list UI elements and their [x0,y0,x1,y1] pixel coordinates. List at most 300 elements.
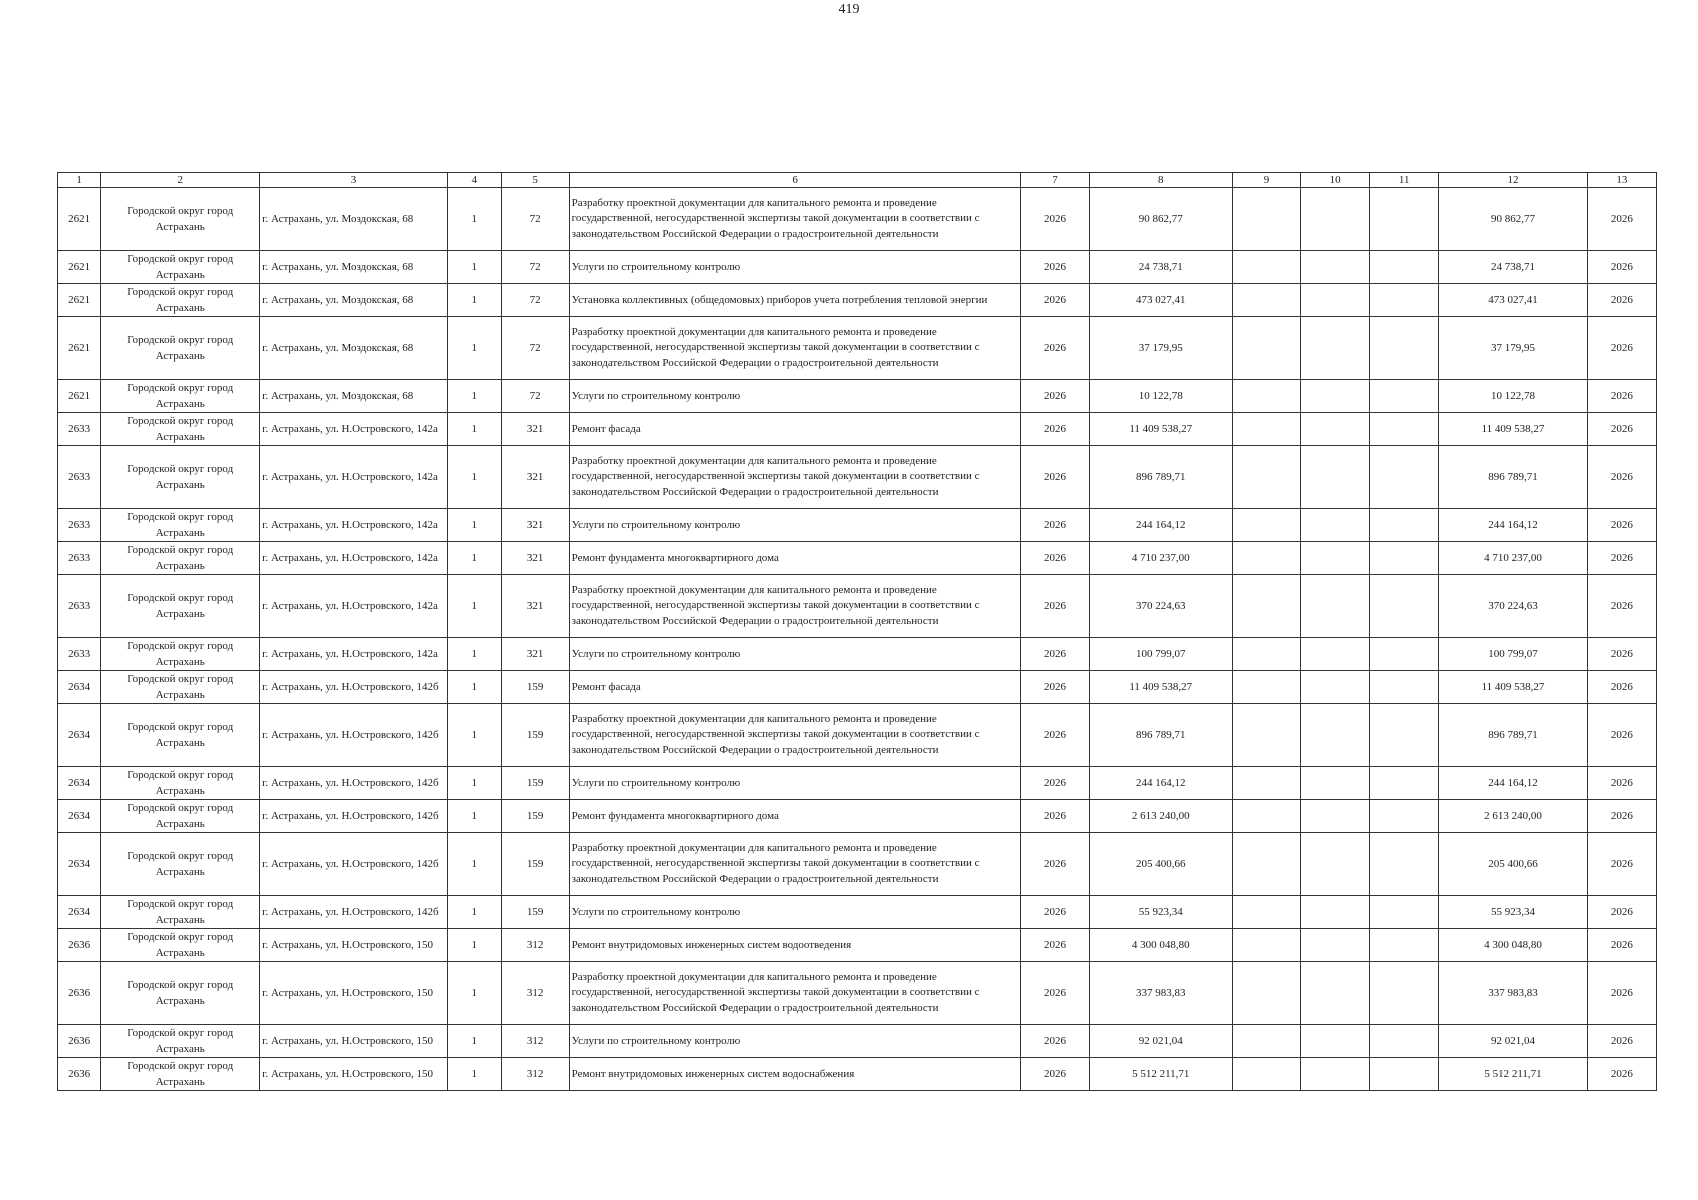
fund-cost-cell: 2 613 240,00 [1439,800,1588,833]
work-type-cell: Разработку проектной документации для капитального ремонта и проведение государственной, негосударственной экспертизы такой документации в соответствии с законодательством Российской Федерации о градостроительной деятельности [569,575,1021,638]
completion-year-cell: 2026 [1587,446,1656,509]
col9-cell [1232,1058,1300,1091]
col4-cell: 1 [447,446,501,509]
col4-cell: 1 [447,1058,501,1091]
cost-cell: 55 923,34 [1089,896,1232,929]
table-row [58,1025,1657,1058]
municipality-cell: Городской округ город Астрахань [101,251,260,284]
table-row [58,542,1657,575]
fund-cost-cell: 896 789,71 [1439,704,1588,767]
col5-cell: 312 [501,929,569,962]
column-number-row [58,173,1657,188]
fund-cost-cell: 10 122,78 [1439,380,1588,413]
municipality-cell: Городской округ город Астрахань [101,929,260,962]
col10-cell [1301,575,1370,638]
table-row [58,1058,1657,1091]
col5-cell: 159 [501,767,569,800]
address-cell: г. Астрахань, ул. Н.Островского, 150 [260,962,448,1025]
work-type-cell: Ремонт фасада [569,671,1021,704]
column-header: 3 [260,173,448,188]
column-header: 10 [1301,173,1370,188]
col10-cell [1301,1025,1370,1058]
municipality-cell: Городской округ город Астрахань [101,380,260,413]
row-number-cell: 2633 [58,638,101,671]
work-type-cell: Ремонт внутридомовых инженерных систем водоотведения [569,929,1021,962]
year-cell: 2026 [1021,575,1089,638]
row-number-cell: 2633 [58,509,101,542]
col9-cell [1232,962,1300,1025]
row-number-cell: 2621 [58,284,101,317]
completion-year-cell: 2026 [1587,671,1656,704]
address-cell: г. Астрахань, ул. Н.Островского, 142б [260,671,448,704]
col11-cell [1370,188,1439,251]
col10-cell [1301,671,1370,704]
address-cell: г. Астрахань, ул. Н.Островского, 142б [260,896,448,929]
fund-cost-cell: 90 862,77 [1439,188,1588,251]
cost-cell: 244 164,12 [1089,509,1232,542]
col11-cell [1370,1058,1439,1091]
year-cell: 2026 [1021,800,1089,833]
table-row [58,929,1657,962]
col9-cell [1232,413,1300,446]
table-row [58,413,1657,446]
col10-cell [1301,638,1370,671]
row-number-cell: 2621 [58,188,101,251]
col4-cell: 1 [447,638,501,671]
completion-year-cell: 2026 [1587,833,1656,896]
col9-cell [1232,929,1300,962]
cost-cell: 5 512 211,71 [1089,1058,1232,1091]
municipality-cell: Городской округ город Астрахань [101,542,260,575]
row-number-cell: 2636 [58,929,101,962]
municipality-cell: Городской округ город Астрахань [101,962,260,1025]
cost-cell: 337 983,83 [1089,962,1232,1025]
address-cell: г. Астрахань, ул. Моздокская, 68 [260,188,448,251]
row-number-cell: 2634 [58,671,101,704]
col11-cell [1370,380,1439,413]
col10-cell [1301,962,1370,1025]
year-cell: 2026 [1021,767,1089,800]
row-number-cell: 2636 [58,1025,101,1058]
col9-cell [1232,446,1300,509]
municipality-cell: Городской округ город Астрахань [101,509,260,542]
cost-cell: 4 300 048,80 [1089,929,1232,962]
fund-cost-cell: 11 409 538,27 [1439,671,1588,704]
col11-cell [1370,704,1439,767]
work-type-cell: Ремонт внутридомовых инженерных систем водоснабжения [569,1058,1021,1091]
col4-cell: 1 [447,800,501,833]
column-header: 4 [447,173,501,188]
col11-cell [1370,542,1439,575]
address-cell: г. Астрахань, ул. Моздокская, 68 [260,284,448,317]
municipality-cell: Городской округ город Астрахань [101,575,260,638]
year-cell: 2026 [1021,704,1089,767]
row-number-cell: 2633 [58,575,101,638]
address-cell: г. Астрахань, ул. Н.Островского, 142а [260,575,448,638]
page-number: 419 [838,2,860,17]
col11-cell [1370,896,1439,929]
col4-cell: 1 [447,962,501,1025]
table-row [58,188,1657,251]
col9-cell [1232,542,1300,575]
year-cell: 2026 [1021,509,1089,542]
column-header: 8 [1089,173,1232,188]
row-number-cell: 2636 [58,1058,101,1091]
address-cell: г. Астрахань, ул. Н.Островского, 142б [260,833,448,896]
col9-cell [1232,638,1300,671]
cost-cell: 100 799,07 [1089,638,1232,671]
table-row [58,509,1657,542]
year-cell: 2026 [1021,413,1089,446]
fund-cost-cell: 37 179,95 [1439,317,1588,380]
col5-cell: 312 [501,1058,569,1091]
col11-cell [1370,413,1439,446]
completion-year-cell: 2026 [1587,1025,1656,1058]
column-header: 5 [501,173,569,188]
row-number-cell: 2634 [58,800,101,833]
col10-cell [1301,1058,1370,1091]
year-cell: 2026 [1021,317,1089,380]
col5-cell: 312 [501,1025,569,1058]
cost-cell: 205 400,66 [1089,833,1232,896]
col10-cell [1301,380,1370,413]
col10-cell [1301,800,1370,833]
col11-cell [1370,1025,1439,1058]
col11-cell [1370,767,1439,800]
col4-cell: 1 [447,188,501,251]
work-type-cell: Ремонт фундамента многоквартирного дома [569,800,1021,833]
col4-cell: 1 [447,704,501,767]
col5-cell: 159 [501,671,569,704]
completion-year-cell: 2026 [1587,638,1656,671]
completion-year-cell: 2026 [1587,962,1656,1025]
col9-cell [1232,896,1300,929]
col4-cell: 1 [447,317,501,380]
col10-cell [1301,317,1370,380]
col10-cell [1301,833,1370,896]
address-cell: г. Астрахань, ул. Н.Островского, 142а [260,413,448,446]
fund-cost-cell: 4 300 048,80 [1439,929,1588,962]
col4-cell: 1 [447,413,501,446]
municipality-cell: Городской округ город Астрахань [101,704,260,767]
column-header: 2 [101,173,260,188]
col4-cell: 1 [447,896,501,929]
municipality-cell: Городской округ город Астрахань [101,317,260,380]
work-type-cell: Услуги по строительному контролю [569,638,1021,671]
address-cell: г. Астрахань, ул. Н.Островского, 150 [260,929,448,962]
col11-cell [1370,317,1439,380]
fund-cost-cell: 24 738,71 [1439,251,1588,284]
table-row [58,962,1657,1025]
address-cell: г. Астрахань, ул. Моздокская, 68 [260,380,448,413]
cost-cell: 24 738,71 [1089,251,1232,284]
address-cell: г. Астрахань, ул. Н.Островского, 142б [260,767,448,800]
fund-cost-cell: 205 400,66 [1439,833,1588,896]
col11-cell [1370,251,1439,284]
fund-cost-cell: 244 164,12 [1439,509,1588,542]
work-type-cell: Разработку проектной документации для капитального ремонта и проведение государственной, негосударственной экспертизы такой документации в соответствии с законодательством Российской Федерации о градостроительной деятельности [569,704,1021,767]
col5-cell: 72 [501,284,569,317]
cost-cell: 11 409 538,27 [1089,671,1232,704]
col9-cell [1232,575,1300,638]
municipality-cell: Городской округ город Астрахань [101,284,260,317]
table-row [58,284,1657,317]
column-header: 7 [1021,173,1089,188]
col9-cell [1232,188,1300,251]
municipality-cell: Городской округ город Астрахань [101,1025,260,1058]
cost-cell: 2 613 240,00 [1089,800,1232,833]
col5-cell: 321 [501,413,569,446]
year-cell: 2026 [1021,833,1089,896]
col11-cell [1370,509,1439,542]
municipality-cell: Городской округ город Астрахань [101,188,260,251]
cost-cell: 92 021,04 [1089,1025,1232,1058]
col5-cell: 72 [501,251,569,284]
address-cell: г. Астрахань, ул. Н.Островского, 142б [260,800,448,833]
address-cell: г. Астрахань, ул. Н.Островского, 150 [260,1025,448,1058]
register-body [58,188,1657,1091]
col5-cell: 321 [501,509,569,542]
column-header: 12 [1439,173,1588,188]
year-cell: 2026 [1021,542,1089,575]
col9-cell [1232,284,1300,317]
completion-year-cell: 2026 [1587,575,1656,638]
row-number-cell: 2633 [58,446,101,509]
municipality-cell: Городской округ город Астрахань [101,833,260,896]
completion-year-cell: 2026 [1587,317,1656,380]
work-type-cell: Разработку проектной документации для капитального ремонта и проведение государственной, негосударственной экспертизы такой документации в соответствии с законодательством Российской Федерации о градостроительной деятельности [569,188,1021,251]
fund-cost-cell: 100 799,07 [1439,638,1588,671]
table-row [58,251,1657,284]
fund-cost-cell: 473 027,41 [1439,284,1588,317]
year-cell: 2026 [1021,188,1089,251]
table-row [58,317,1657,380]
row-number-cell: 2636 [58,962,101,1025]
fund-cost-cell: 55 923,34 [1439,896,1588,929]
completion-year-cell: 2026 [1587,896,1656,929]
col5-cell: 72 [501,188,569,251]
completion-year-cell: 2026 [1587,767,1656,800]
register-table [57,172,1657,1091]
municipality-cell: Городской округ город Астрахань [101,638,260,671]
work-type-cell: Услуги по строительному контролю [569,767,1021,800]
year-cell: 2026 [1021,284,1089,317]
address-cell: г. Астрахань, ул. Н.Островского, 142а [260,446,448,509]
cost-cell: 90 862,77 [1089,188,1232,251]
column-header: 9 [1232,173,1300,188]
col4-cell: 1 [447,542,501,575]
work-type-cell: Услуги по строительному контролю [569,1025,1021,1058]
col10-cell [1301,896,1370,929]
work-type-cell: Ремонт фасада [569,413,1021,446]
cost-cell: 370 224,63 [1089,575,1232,638]
col5-cell: 321 [501,575,569,638]
column-header: 13 [1587,173,1656,188]
municipality-cell: Городской округ город Астрахань [101,896,260,929]
cost-cell: 37 179,95 [1089,317,1232,380]
row-number-cell: 2633 [58,413,101,446]
col5-cell: 159 [501,833,569,896]
col9-cell [1232,833,1300,896]
col4-cell: 1 [447,284,501,317]
row-number-cell: 2633 [58,542,101,575]
fund-cost-cell: 244 164,12 [1439,767,1588,800]
cost-cell: 10 122,78 [1089,380,1232,413]
col5-cell: 72 [501,317,569,380]
row-number-cell: 2634 [58,896,101,929]
work-type-cell: Установка коллективных (общедомовых) приборов учета потребления тепловой энергии [569,284,1021,317]
address-cell: г. Астрахань, ул. Н.Островского, 142а [260,509,448,542]
col4-cell: 1 [447,929,501,962]
col9-cell [1232,704,1300,767]
year-cell: 2026 [1021,929,1089,962]
work-type-cell: Разработку проектной документации для капитального ремонта и проведение государственной, негосударственной экспертизы такой документации в соответствии с законодательством Российской Федерации о градостроительной деятельности [569,446,1021,509]
col9-cell [1232,800,1300,833]
row-number-cell: 2621 [58,251,101,284]
col10-cell [1301,251,1370,284]
column-header: 11 [1370,173,1439,188]
row-number-cell: 2634 [58,833,101,896]
col4-cell: 1 [447,833,501,896]
col10-cell [1301,929,1370,962]
col10-cell [1301,446,1370,509]
address-cell: г. Астрахань, ул. Н.Островского, 150 [260,1058,448,1091]
work-type-cell: Услуги по строительному контролю [569,509,1021,542]
row-number-cell: 2634 [58,704,101,767]
col4-cell: 1 [447,1025,501,1058]
year-cell: 2026 [1021,638,1089,671]
col4-cell: 1 [447,671,501,704]
completion-year-cell: 2026 [1587,800,1656,833]
table-row [58,896,1657,929]
col9-cell [1232,380,1300,413]
fund-cost-cell: 11 409 538,27 [1439,413,1588,446]
table-row [58,833,1657,896]
col11-cell [1370,638,1439,671]
completion-year-cell: 2026 [1587,509,1656,542]
table-row [58,380,1657,413]
col9-cell [1232,251,1300,284]
col10-cell [1301,704,1370,767]
col5-cell: 159 [501,896,569,929]
municipality-cell: Городской округ город Астрахань [101,446,260,509]
completion-year-cell: 2026 [1587,704,1656,767]
col11-cell [1370,671,1439,704]
col11-cell [1370,284,1439,317]
completion-year-cell: 2026 [1587,413,1656,446]
year-cell: 2026 [1021,1058,1089,1091]
col4-cell: 1 [447,380,501,413]
col5-cell: 321 [501,446,569,509]
col9-cell [1232,767,1300,800]
row-number-cell: 2621 [58,317,101,380]
municipality-cell: Городской округ город Астрахань [101,767,260,800]
address-cell: г. Астрахань, ул. Н.Островского, 142б [260,704,448,767]
column-header: 6 [569,173,1021,188]
table-row [58,575,1657,638]
completion-year-cell: 2026 [1587,1058,1656,1091]
col10-cell [1301,284,1370,317]
municipality-cell: Городской округ город Астрахань [101,800,260,833]
fund-cost-cell: 4 710 237,00 [1439,542,1588,575]
address-cell: г. Астрахань, ул. Моздокская, 68 [260,251,448,284]
completion-year-cell: 2026 [1587,542,1656,575]
fund-cost-cell: 5 512 211,71 [1439,1058,1588,1091]
municipality-cell: Городской округ город Астрахань [101,413,260,446]
col5-cell: 159 [501,800,569,833]
col9-cell [1232,509,1300,542]
col10-cell [1301,413,1370,446]
year-cell: 2026 [1021,671,1089,704]
work-type-cell: Разработку проектной документации для капитального ремонта и проведение государственной, негосударственной экспертизы такой документации в соответствии с законодательством Российской Федерации о градостроительной деятельности [569,962,1021,1025]
address-cell: г. Астрахань, ул. Моздокская, 68 [260,317,448,380]
col10-cell [1301,188,1370,251]
completion-year-cell: 2026 [1587,929,1656,962]
row-number-cell: 2621 [58,380,101,413]
municipality-cell: Городской округ город Астрахань [101,671,260,704]
cost-cell: 896 789,71 [1089,704,1232,767]
col11-cell [1370,929,1439,962]
col5-cell: 72 [501,380,569,413]
col4-cell: 1 [447,575,501,638]
col5-cell: 159 [501,704,569,767]
cost-cell: 473 027,41 [1089,284,1232,317]
work-type-cell: Услуги по строительному контролю [569,380,1021,413]
table-row [58,446,1657,509]
fund-cost-cell: 370 224,63 [1439,575,1588,638]
col4-cell: 1 [447,509,501,542]
completion-year-cell: 2026 [1587,251,1656,284]
cost-cell: 11 409 538,27 [1089,413,1232,446]
column-header: 1 [58,173,101,188]
row-number-cell: 2634 [58,767,101,800]
fund-cost-cell: 337 983,83 [1439,962,1588,1025]
year-cell: 2026 [1021,1025,1089,1058]
year-cell: 2026 [1021,446,1089,509]
table-row [58,704,1657,767]
completion-year-cell: 2026 [1587,380,1656,413]
col11-cell [1370,575,1439,638]
col10-cell [1301,767,1370,800]
work-type-cell: Услуги по строительному контролю [569,251,1021,284]
col10-cell [1301,542,1370,575]
address-cell: г. Астрахань, ул. Н.Островского, 142а [260,638,448,671]
table-row [58,800,1657,833]
col9-cell [1232,671,1300,704]
col4-cell: 1 [447,251,501,284]
table-row [58,767,1657,800]
completion-year-cell: 2026 [1587,188,1656,251]
work-type-cell: Разработку проектной документации для капитального ремонта и проведение государственной, негосударственной экспертизы такой документации в соответствии с законодательством Российской Федерации о градостроительной деятельности [569,833,1021,896]
table-row [58,671,1657,704]
address-cell: г. Астрахань, ул. Н.Островского, 142а [260,542,448,575]
col5-cell: 321 [501,542,569,575]
col11-cell [1370,833,1439,896]
cost-cell: 896 789,71 [1089,446,1232,509]
col5-cell: 321 [501,638,569,671]
year-cell: 2026 [1021,380,1089,413]
table-row [58,638,1657,671]
year-cell: 2026 [1021,896,1089,929]
fund-cost-cell: 92 021,04 [1439,1025,1588,1058]
municipality-cell: Городской округ город Астрахань [101,1058,260,1091]
work-type-cell: Услуги по строительному контролю [569,896,1021,929]
col11-cell [1370,800,1439,833]
col11-cell [1370,962,1439,1025]
col11-cell [1370,446,1439,509]
col9-cell [1232,1025,1300,1058]
fund-cost-cell: 896 789,71 [1439,446,1588,509]
